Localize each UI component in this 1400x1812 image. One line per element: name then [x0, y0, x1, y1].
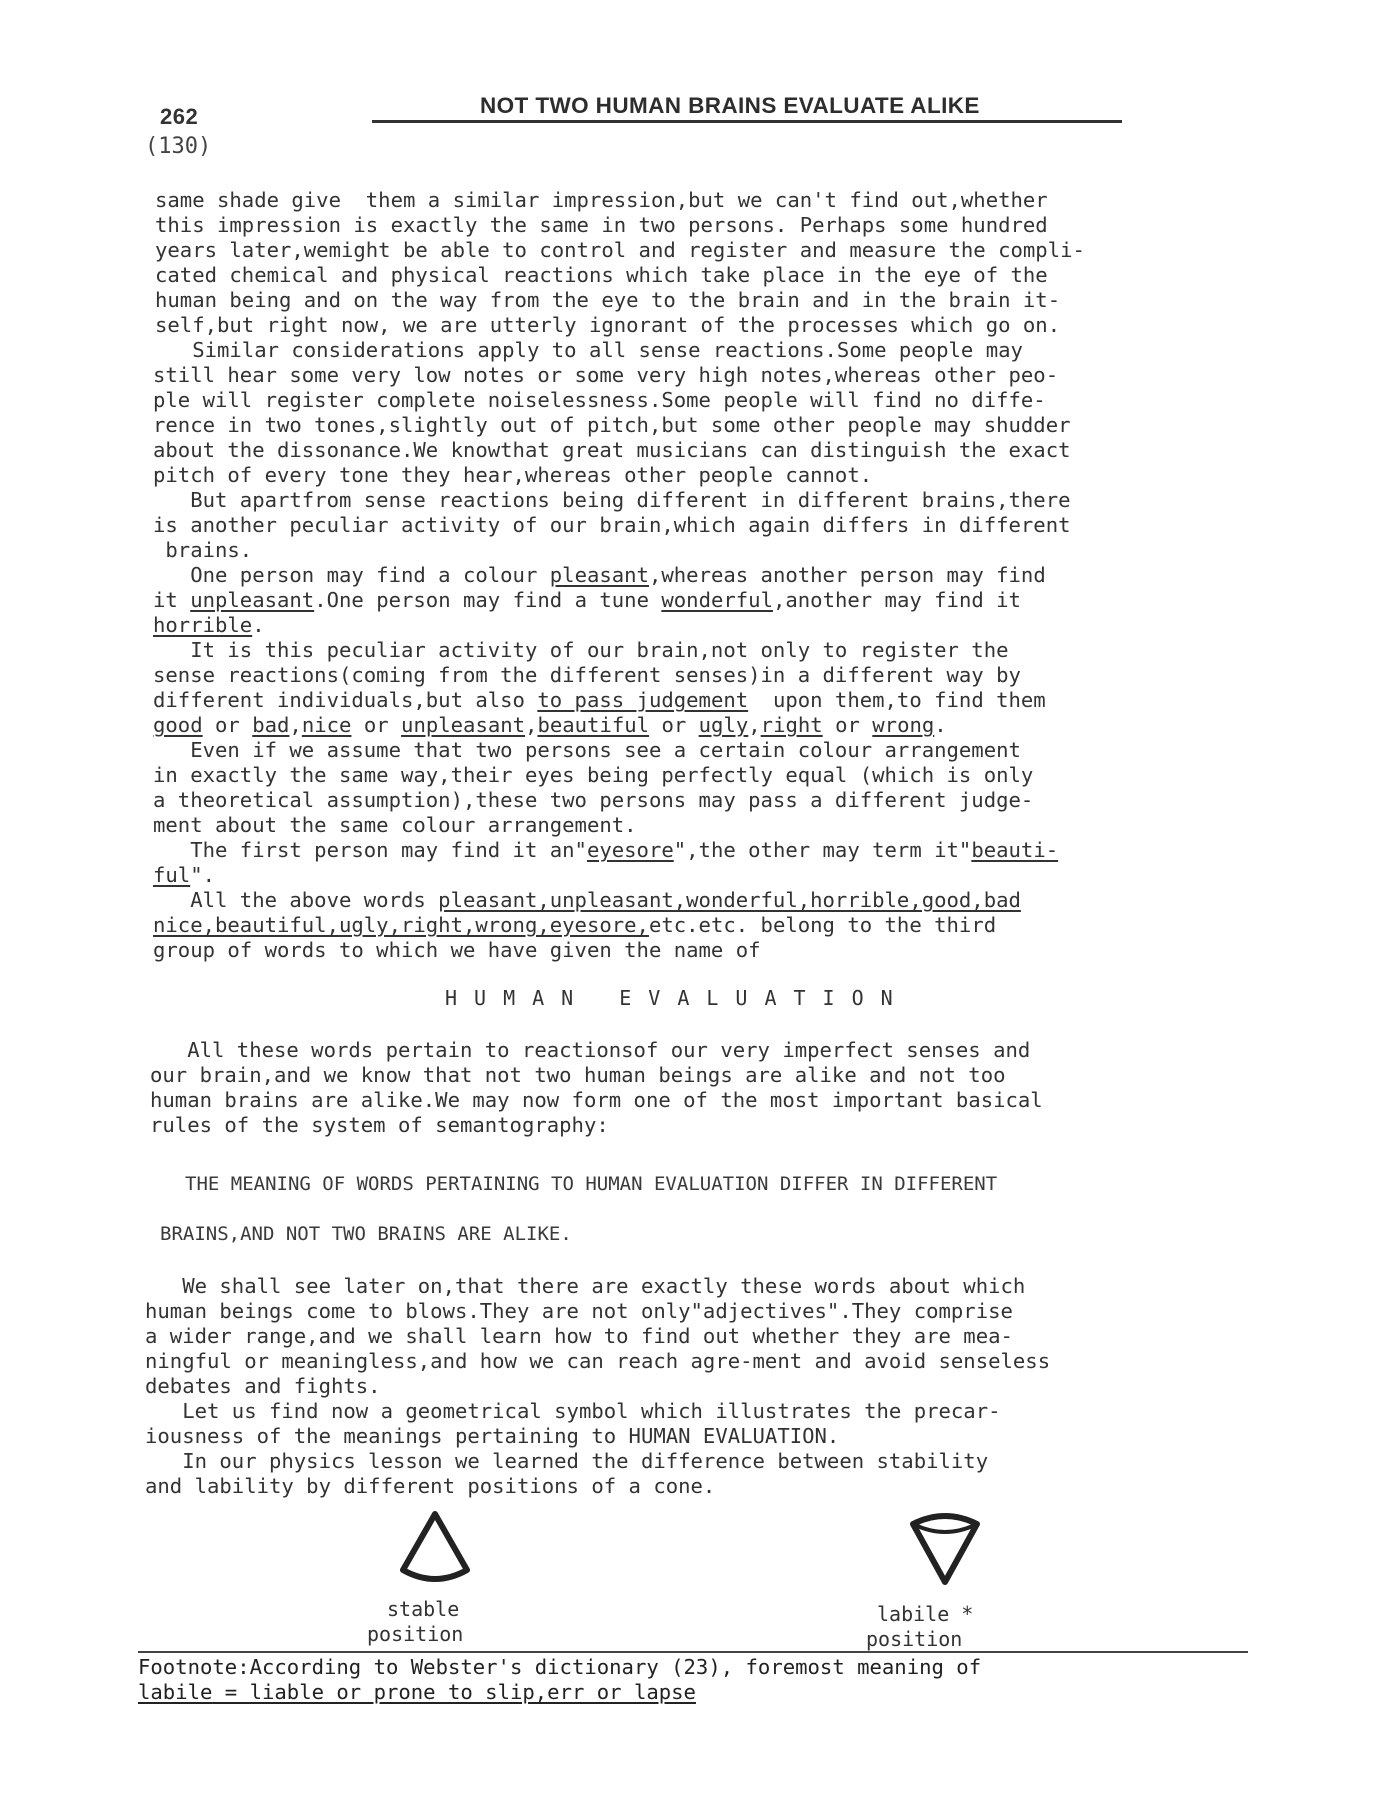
text-line: ple will register complete noiselessness.Some people will find no diffe- [153, 388, 1046, 412]
text-line: ningful or meaningless,and how we can reach agre-ment and avoid senseless [145, 1349, 1051, 1373]
text-line: this impression is exactly the same in two persons. Perhaps some hundred [155, 213, 1048, 237]
text-line: human being and on the way from the eye to the brain and in the brain it- [155, 288, 1061, 312]
labile-caption: labile * [877, 1602, 974, 1626]
page-number: 262 [160, 104, 199, 129]
text-line: One person may find a colour pleasant,whereas another person may find [153, 563, 1046, 587]
page-number-alt: (130) [145, 134, 212, 159]
footnote-rule [138, 1651, 1248, 1653]
text-line: It is this peculiar activity of our brain,not only to register the [153, 638, 1009, 662]
text-line: it unpleasant.One person may find a tune wonderful,another may find it [153, 588, 1021, 612]
rule-statement-line-2: BRAINS,AND NOT TWO BRAINS ARE ALIKE. [160, 1223, 572, 1245]
text-line: a theoretical assumption),these two persons may pass a different judge- [153, 788, 1034, 812]
text-line: pitch of every tone they hear,whereas other people cannot. [153, 463, 873, 487]
text-line: different individuals,but also to pass judgement upon them,to find them [153, 688, 1046, 712]
text-line: The first person may find it an"eyesore",the other may term it"beauti- [153, 838, 1059, 862]
labile-cone-icon [905, 1508, 985, 1588]
text-line: rence in two tones,slightly out of pitch,but some other people may shudder [153, 413, 1071, 437]
text-line: brains. [153, 538, 253, 562]
text-line: about the dissonance.We knowthat great musicians can distinguish the exact [153, 438, 1071, 462]
rule-statement-line-1: THE MEANING OF WORDS PERTAINING TO HUMAN EVALUATION DIFFER IN DIFFERENT [185, 1173, 998, 1195]
underlined-word: unpleasant [190, 588, 315, 612]
text-line: sense reactions(coming from the different senses)in a different way by [153, 663, 1021, 687]
title-rule [372, 120, 1122, 123]
text-line: and lability by different positions of a cone. [145, 1474, 716, 1498]
text-line: ful". [153, 863, 216, 887]
text-line: Even if we assume that two persons see a certain colour arrangement [153, 738, 1021, 762]
text-line: In our physics lesson we learned the difference between stability [145, 1449, 989, 1473]
text-line: human beings come to blows.They are not only"adjectives".They comprise [145, 1299, 1013, 1323]
text-line: ment about the same colour arrangement. [153, 813, 637, 837]
underlined-word: wonderful [661, 588, 773, 612]
text-line: group of words to which we have given the name of [153, 938, 761, 962]
footnote-definition: labile = liable or prone to slip,err or lapse [138, 1680, 696, 1704]
section-heading: HUMAN EVALUATION [445, 986, 910, 1010]
footnote-term: labile [138, 1680, 213, 1704]
text-line: years later,wemight be able to control and register and measure the compli- [155, 238, 1085, 262]
text-line: is another peculiar activity of our brain,which again differs in different [153, 513, 1071, 537]
underlined-word: to pass judgement [537, 688, 749, 712]
text-line: horrible. [153, 613, 265, 637]
text-line: a wider range,and we shall learn how to find out whether they are mea- [145, 1324, 1013, 1348]
text-line: same shade give them a similar impression,but we can't find out,whether [155, 188, 1048, 212]
footnote-line: Footnote:According to Webster's dictionary (23), foremost meaning of [138, 1655, 982, 1679]
text-line: All the above words pleasant,unpleasant,wonderful,horrible,good,bad [153, 888, 1021, 912]
stable-cone-icon [395, 1508, 475, 1588]
text-line: All these words pertain to reactionsof our very imperfect senses and [150, 1038, 1031, 1062]
asterisk-marker: * [961, 1602, 974, 1626]
text-line: But apartfrom sense reactions being different in different brains,there [153, 488, 1071, 512]
text-line: iousness of the meanings pertaining to HUMAN EVALUATION. [145, 1424, 840, 1448]
text-line: Similar considerations apply to all sense reactions.Some people may [155, 338, 1023, 362]
text-line: in exactly the same way,their eyes being perfectly equal (which is only [153, 763, 1034, 787]
text-line: our brain,and we know that not two human beings are alike and not too [150, 1063, 1006, 1087]
underlined-word: horrible [153, 613, 253, 637]
page-title: NOT TWO HUMAN BRAINS EVALUATE ALIKE [480, 93, 980, 118]
text-line: We shall see later on,that there are exactly these words about which [145, 1274, 1026, 1298]
text-line: human brains are alike.We may now form one of the most important basical [150, 1088, 1043, 1112]
text-line: self,but right now, we are utterly ignorant of the processes which go on. [155, 313, 1061, 337]
underlined-word: pleasant [549, 563, 649, 587]
text-line: rules of the system of semantography: [150, 1113, 609, 1137]
text-line: debates and fights. [145, 1374, 381, 1398]
text-line: good or bad,nice or unpleasant,beautiful or ugly,right or wrong. [153, 713, 947, 737]
text-line: Let us find now a geometrical symbol which illustrates the precar- [145, 1399, 1001, 1423]
stable-caption-2: position [367, 1622, 464, 1646]
text-line: cated chemical and physical reactions which take place in the eye of the [155, 263, 1048, 287]
text-line: still hear some very low notes or some very high notes,whereas other peo- [153, 363, 1059, 387]
text-line: nice,beautiful,ugly,right,wrong,eyesore,etc.etc. belong to the third [153, 913, 997, 937]
stable-caption: stable [387, 1597, 460, 1621]
labile-caption-2: position [866, 1627, 963, 1651]
